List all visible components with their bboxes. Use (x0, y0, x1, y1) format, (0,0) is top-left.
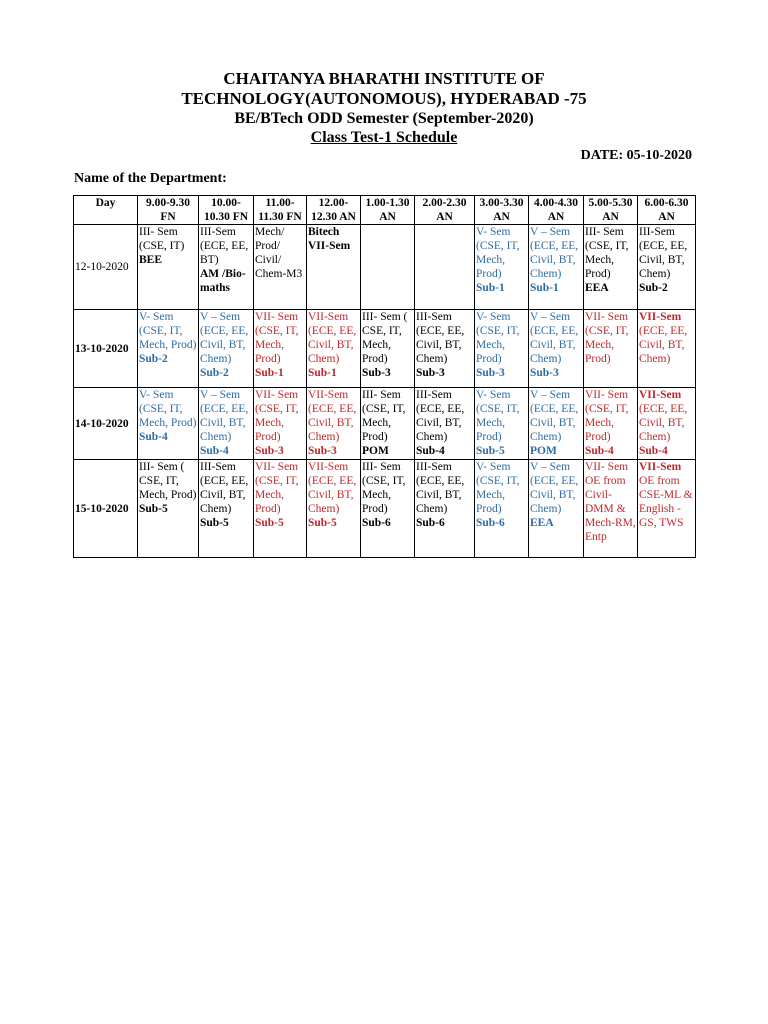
cell-text: III- Sem (CSE, IT) (139, 226, 185, 252)
column-header: 5.00-5.30 AN (584, 196, 638, 225)
cell-subject: Sub-3 (476, 367, 505, 379)
schedule-cell (475, 225, 529, 310)
schedule-cell (415, 388, 475, 460)
cell-text: VII-Sem (ECE, EE, Civil, BT, Chem) (308, 461, 357, 515)
cell-subject: Sub-1 (308, 367, 337, 379)
schedule-cell (138, 460, 199, 558)
cell-text: III- Sem (CSE, IT, Mech, Prod) (362, 389, 406, 443)
schedule-cell (307, 460, 361, 558)
cell-text: V- Sem (CSE, IT, Mech, Prod) (476, 389, 520, 443)
table-row (74, 310, 696, 388)
cell-subject: Sub-2 (200, 367, 229, 379)
cell-text: V – Sem (ECE, EE, Civil, BT, Chem) (200, 311, 249, 365)
cell-subject: Sub-4 (139, 431, 168, 443)
schedule-cell (307, 225, 361, 310)
cell-text: VII- Sem (CSE, IT, Mech, Prod) (585, 389, 629, 443)
schedule-cell (529, 460, 584, 558)
day-cell: 14-10-2020 (74, 388, 138, 460)
cell-text: V – Sem (ECE, EE, Civil, BT, Chem) (530, 226, 579, 280)
institute-name-line-1: CHAITANYA BHARATHI INSTITUTE OF (223, 69, 545, 88)
day-cell: 13-10-2020 (74, 310, 138, 388)
column-header: Day (74, 196, 138, 225)
cell-subject: Sub-5 (308, 517, 337, 529)
cell-lead: VII-Sem (639, 461, 682, 473)
cell-text: V – Sem (ECE, EE, Civil, BT, Chem) (530, 389, 579, 443)
column-header: 10.00-10.30 FN (199, 196, 254, 225)
cell-subject: Sub-6 (476, 517, 505, 529)
schedule-cell (254, 388, 307, 460)
cell-subject: Sub-5 (255, 517, 284, 529)
day-cell: 12-10-2020 (74, 225, 138, 310)
schedule-cell (529, 225, 584, 310)
header-row (74, 196, 696, 225)
schedule-cell (415, 460, 475, 558)
cell-text: III-Sem (ECE, EE, Civil, BT, Chem) (639, 226, 688, 280)
cell-text: (ECE, EE, Civil, BT, Chem) (639, 403, 688, 443)
day-cell: 15-10-2020 (74, 460, 138, 558)
cell-lead: VII-Sem (639, 389, 682, 401)
schedule-cell (584, 310, 638, 388)
schedule-cell (529, 310, 584, 388)
cell-text: VII- Sem (CSE, IT, Mech, Prod) (255, 311, 299, 365)
column-header: 4.00-4.30 AN (529, 196, 584, 225)
semester-title: BE/BTech ODD Semester (September-2020) (234, 110, 534, 127)
cell-text: V- Sem (CSE, IT, Mech, Prod) (476, 311, 520, 365)
cell-text: III-Sem (ECE, EE, Civil, BT, Chem) (200, 461, 249, 515)
cell-subject: POM (530, 445, 557, 457)
schedule-cell (138, 225, 199, 310)
cell-text: VII- Sem OE from Civil-DMM & Mech-RM, Entp (585, 461, 636, 543)
schedule-cell (138, 310, 199, 388)
cell-text: III- Sem ( CSE, IT, Mech, Prod) (139, 461, 197, 501)
department-label: Name of the Department: (74, 171, 227, 186)
schedule-cell (638, 310, 696, 388)
column-header: 9.00-9.30 FN (138, 196, 199, 225)
schedule-cell (584, 460, 638, 558)
schedule-cell (584, 388, 638, 460)
cell-text: V- Sem (CSE, IT, Mech, Prod) (476, 461, 520, 515)
schedule-cell (361, 310, 415, 388)
cell-text: III- Sem (CSE, IT, Mech, Prod) (585, 226, 629, 280)
cell-text: Mech/ Prod/ Civil/ Chem-M3 (255, 226, 303, 280)
cell-text: V – Sem (ECE, EE, Civil, BT, Chem) (200, 389, 249, 443)
table-row (74, 225, 696, 310)
cell-subject: Sub-5 (476, 445, 505, 457)
schedule-cell (199, 388, 254, 460)
schedule-date: DATE: 05-10-2020 (580, 148, 692, 163)
schedule-cell (138, 388, 199, 460)
schedule-cell (254, 460, 307, 558)
cell-subject: POM (362, 445, 389, 457)
cell-subject: Sub-3 (255, 445, 284, 457)
cell-subject: EEA (585, 282, 609, 294)
cell-subject: Sub-1 (530, 282, 559, 294)
cell-text: VII-Sem (ECE, EE, Civil, BT, Chem) (308, 311, 357, 365)
cell-subject: Bitech VII-Sem (308, 226, 351, 252)
schedule-cell (307, 388, 361, 460)
cell-text: III- Sem (CSE, IT, Mech, Prod) (362, 461, 406, 515)
cell-subject: Sub-3 (308, 445, 337, 457)
column-header: 6.00-6.30 AN (638, 196, 696, 225)
cell-text: III-Sem (ECE, EE, Civil, BT, Chem) (416, 461, 465, 515)
cell-subject: Sub-5 (139, 503, 168, 515)
cell-subject: Sub-3 (362, 367, 391, 379)
cell-subject: Sub-3 (416, 367, 445, 379)
column-header: 2.00-2.30 AN (415, 196, 475, 225)
schedule-cell (199, 310, 254, 388)
column-header: 1.00-1.30 AN (361, 196, 415, 225)
schedule-cell (529, 388, 584, 460)
cell-subject: Sub-2 (139, 353, 168, 365)
schedule-cell (415, 225, 475, 310)
table-row (74, 388, 696, 460)
cell-subject: Sub-2 (639, 282, 668, 294)
schedule-cell (638, 388, 696, 460)
cell-subject: Sub-6 (362, 517, 391, 529)
cell-text: V- Sem (CSE, IT, Mech, Prod) (139, 389, 197, 429)
schedule-cell (307, 310, 361, 388)
cell-subject: Sub-4 (639, 445, 668, 457)
schedule-cell (254, 310, 307, 388)
cell-subject: Sub-4 (200, 445, 229, 457)
schedule-cell (199, 225, 254, 310)
schedule-cell (361, 460, 415, 558)
cell-text: V- Sem (CSE, IT, Mech, Prod) (139, 311, 197, 351)
institute-name-line-2: TECHNOLOGY(AUTONOMOUS), HYDERABAD -75 (181, 89, 587, 108)
cell-text: (ECE, EE, Civil, BT, Chem) (639, 325, 688, 365)
column-header: 11.00-11.30 FN (254, 196, 307, 225)
cell-subject: Sub-1 (476, 282, 505, 294)
cell-text: VII- Sem (CSE, IT, Mech, Prod) (255, 461, 299, 515)
cell-text: III-Sem (ECE, EE, Civil, BT, Chem) (416, 389, 465, 443)
cell-subject: AM /Bio-maths (200, 268, 246, 294)
cell-text: V – Sem (ECE, EE, Civil, BT, Chem) (530, 461, 579, 515)
cell-text: VII- Sem (CSE, IT, Mech, Prod) (255, 389, 299, 443)
schedule-cell (199, 460, 254, 558)
cell-text: III-Sem (ECE, EE, Civil, BT, Chem) (416, 311, 465, 365)
cell-text: III-Sem (ECE, EE, BT) (200, 226, 249, 266)
cell-subject: Sub-3 (530, 367, 559, 379)
cell-subject: Sub-1 (255, 367, 284, 379)
cell-text: V – Sem (ECE, EE, Civil, BT, Chem) (530, 311, 579, 365)
schedule-cell (638, 460, 696, 558)
table-row (74, 460, 696, 558)
cell-text: OE from CSE-ML & English -GS, TWS (639, 475, 693, 529)
schedule-cell (254, 225, 307, 310)
cell-text: VII-Sem (ECE, EE, Civil, BT, Chem) (308, 389, 357, 443)
schedule-cell (415, 310, 475, 388)
schedule-table (73, 195, 696, 558)
cell-subject: Sub-4 (585, 445, 614, 457)
schedule-cell (475, 388, 529, 460)
schedule-cell (475, 460, 529, 558)
schedule-cell (361, 388, 415, 460)
cell-subject: Sub-6 (416, 517, 445, 529)
cell-subject: Sub-4 (416, 445, 445, 457)
cell-subject: EEA (530, 517, 554, 529)
cell-text: III- Sem ( CSE, IT, Mech, Prod) (362, 311, 408, 365)
cell-subject: Sub-5 (200, 517, 229, 529)
column-header: 12.00-12.30 AN (307, 196, 361, 225)
schedule-cell (475, 310, 529, 388)
schedule-cell (361, 225, 415, 310)
schedule-cell (584, 225, 638, 310)
schedule-title: Class Test-1 Schedule (310, 129, 458, 146)
schedule-cell (638, 225, 696, 310)
cell-subject: BEE (139, 254, 163, 266)
cell-lead: VII-Sem (639, 311, 682, 323)
cell-text: V- Sem (CSE, IT, Mech, Prod) (476, 226, 520, 280)
cell-text: VII- Sem (CSE, IT, Mech, Prod) (585, 311, 629, 365)
column-header: 3.00-3.30 AN (475, 196, 529, 225)
